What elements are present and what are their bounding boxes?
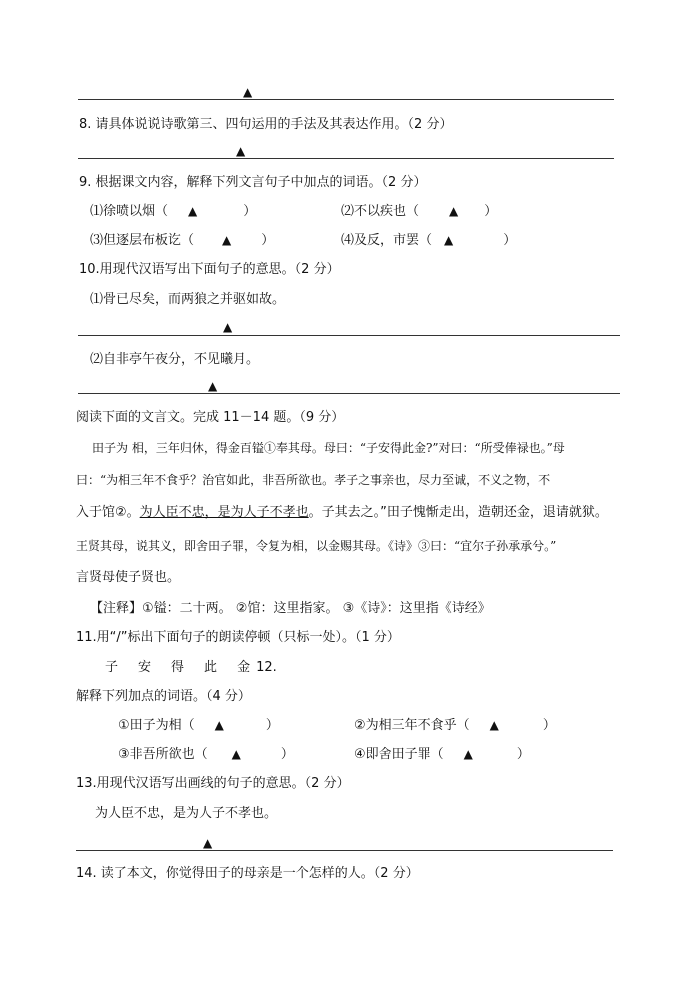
question-13: 13.用现代汉语写出画线的句子的意思。（2 分） [76,776,350,791]
question-14: 14. 读了本文，你觉得田子的母亲是一个怎样的人。（2 分） [76,866,419,881]
passage-line-4: 王贤其母，说其义，即舍田子罪，令复为相，以金赐其母。《诗》③曰：“宜尔子孙承承兮。” [76,539,557,553]
answer-mark: ▲ [449,204,459,218]
q10-sentence-2: ⑵自非亭午夜分，不见曦月。 [90,352,260,367]
passage-note: 【注释】①镒：二十两。 ②馆：这里指家。 ③《诗》：这里指《诗经》 [90,601,491,616]
q12-item-4: ④即舍田子罪（ ▲ ） [354,747,530,762]
answer-line[interactable] [78,99,614,100]
q12-item-3: ③非吾所欲也（ ▲ ） [118,747,294,762]
answer-mark: ▲ [203,836,213,850]
question-9: 9. 根据课文内容，解释下列文言句子中加点的词语。（2 分） [79,175,427,190]
answer-mark: ▲ [222,233,232,247]
question-12: 解释下列加点的词语。（4 分） [76,689,251,704]
passage-line-3: 入于馆②。为人臣不忠，是为人子不孝也。子其去之。”田子愧惭走出，造朝还金，退请就狱。 [76,505,608,520]
q9-item-4: ⑷及反，市罢（ ▲ ） [341,233,517,248]
question-10: 10.用现代汉语写出下面句子的意思。（2 分） [79,262,340,277]
answer-mark: ▲ [214,718,224,732]
answer-mark: ▲ [223,320,233,334]
answer-mark: ▲ [208,379,218,393]
q12-item-1: ①田子为相（ ▲ ） [118,718,279,733]
passage-line-5: 言贤母使子贤也。 [76,570,181,585]
answer-mark: ▲ [489,718,499,732]
q11-sentence: 子 安 得 此 金 12. [105,660,277,675]
q12-item-2: ②为相三年不食乎（ ▲ ） [354,718,556,733]
passage-line-1: 田子为 相，三年归休，得金百镒①奉其母。母曰：“子安得此金?”对曰：“所受俸禄也。”母 [92,441,565,455]
q10-sentence-1: ⑴骨已尽矣，而两狼之并驱如故。 [90,292,286,307]
question-8: 8. 请具体说说诗歌第三、四句运用的手法及其表达作用。（2 分） [79,117,453,132]
underlined-sentence: 为人臣不忠，是为人子不孝也 [139,505,309,520]
question-11: 11.用“/”标出下面句子的朗读停顿（只标一处）。（1 分） [76,630,400,645]
answer-line[interactable] [78,158,614,159]
answer-mark: ▲ [243,85,253,99]
answer-mark: ▲ [444,233,454,247]
q9-item-1: ⑴徐喷以烟（ ▲ ） [90,204,257,219]
q9-item-2: ⑵不以疾也（ ▲ ） [341,204,498,219]
passage-line-2: 曰：“为相三年不食乎？治官如此，非吾所欲也。孝子之事亲也，尽力至诚，不义之物，不 [76,473,551,487]
answer-mark: ▲ [463,747,473,761]
answer-mark: ▲ [236,144,246,158]
answer-line[interactable] [76,850,613,851]
answer-mark: ▲ [188,204,198,218]
q9-item-3: ⑶但逐层布板讫（ ▲ ） [90,233,275,248]
answer-line[interactable] [78,393,620,394]
answer-mark: ▲ [231,747,241,761]
answer-line[interactable] [78,335,620,336]
q13-sentence: 为人臣不忠，是为人子不孝也。 [95,806,278,821]
reading-intro: 阅读下面的文言文。完成 11－14 题。（9 分） [76,410,345,425]
